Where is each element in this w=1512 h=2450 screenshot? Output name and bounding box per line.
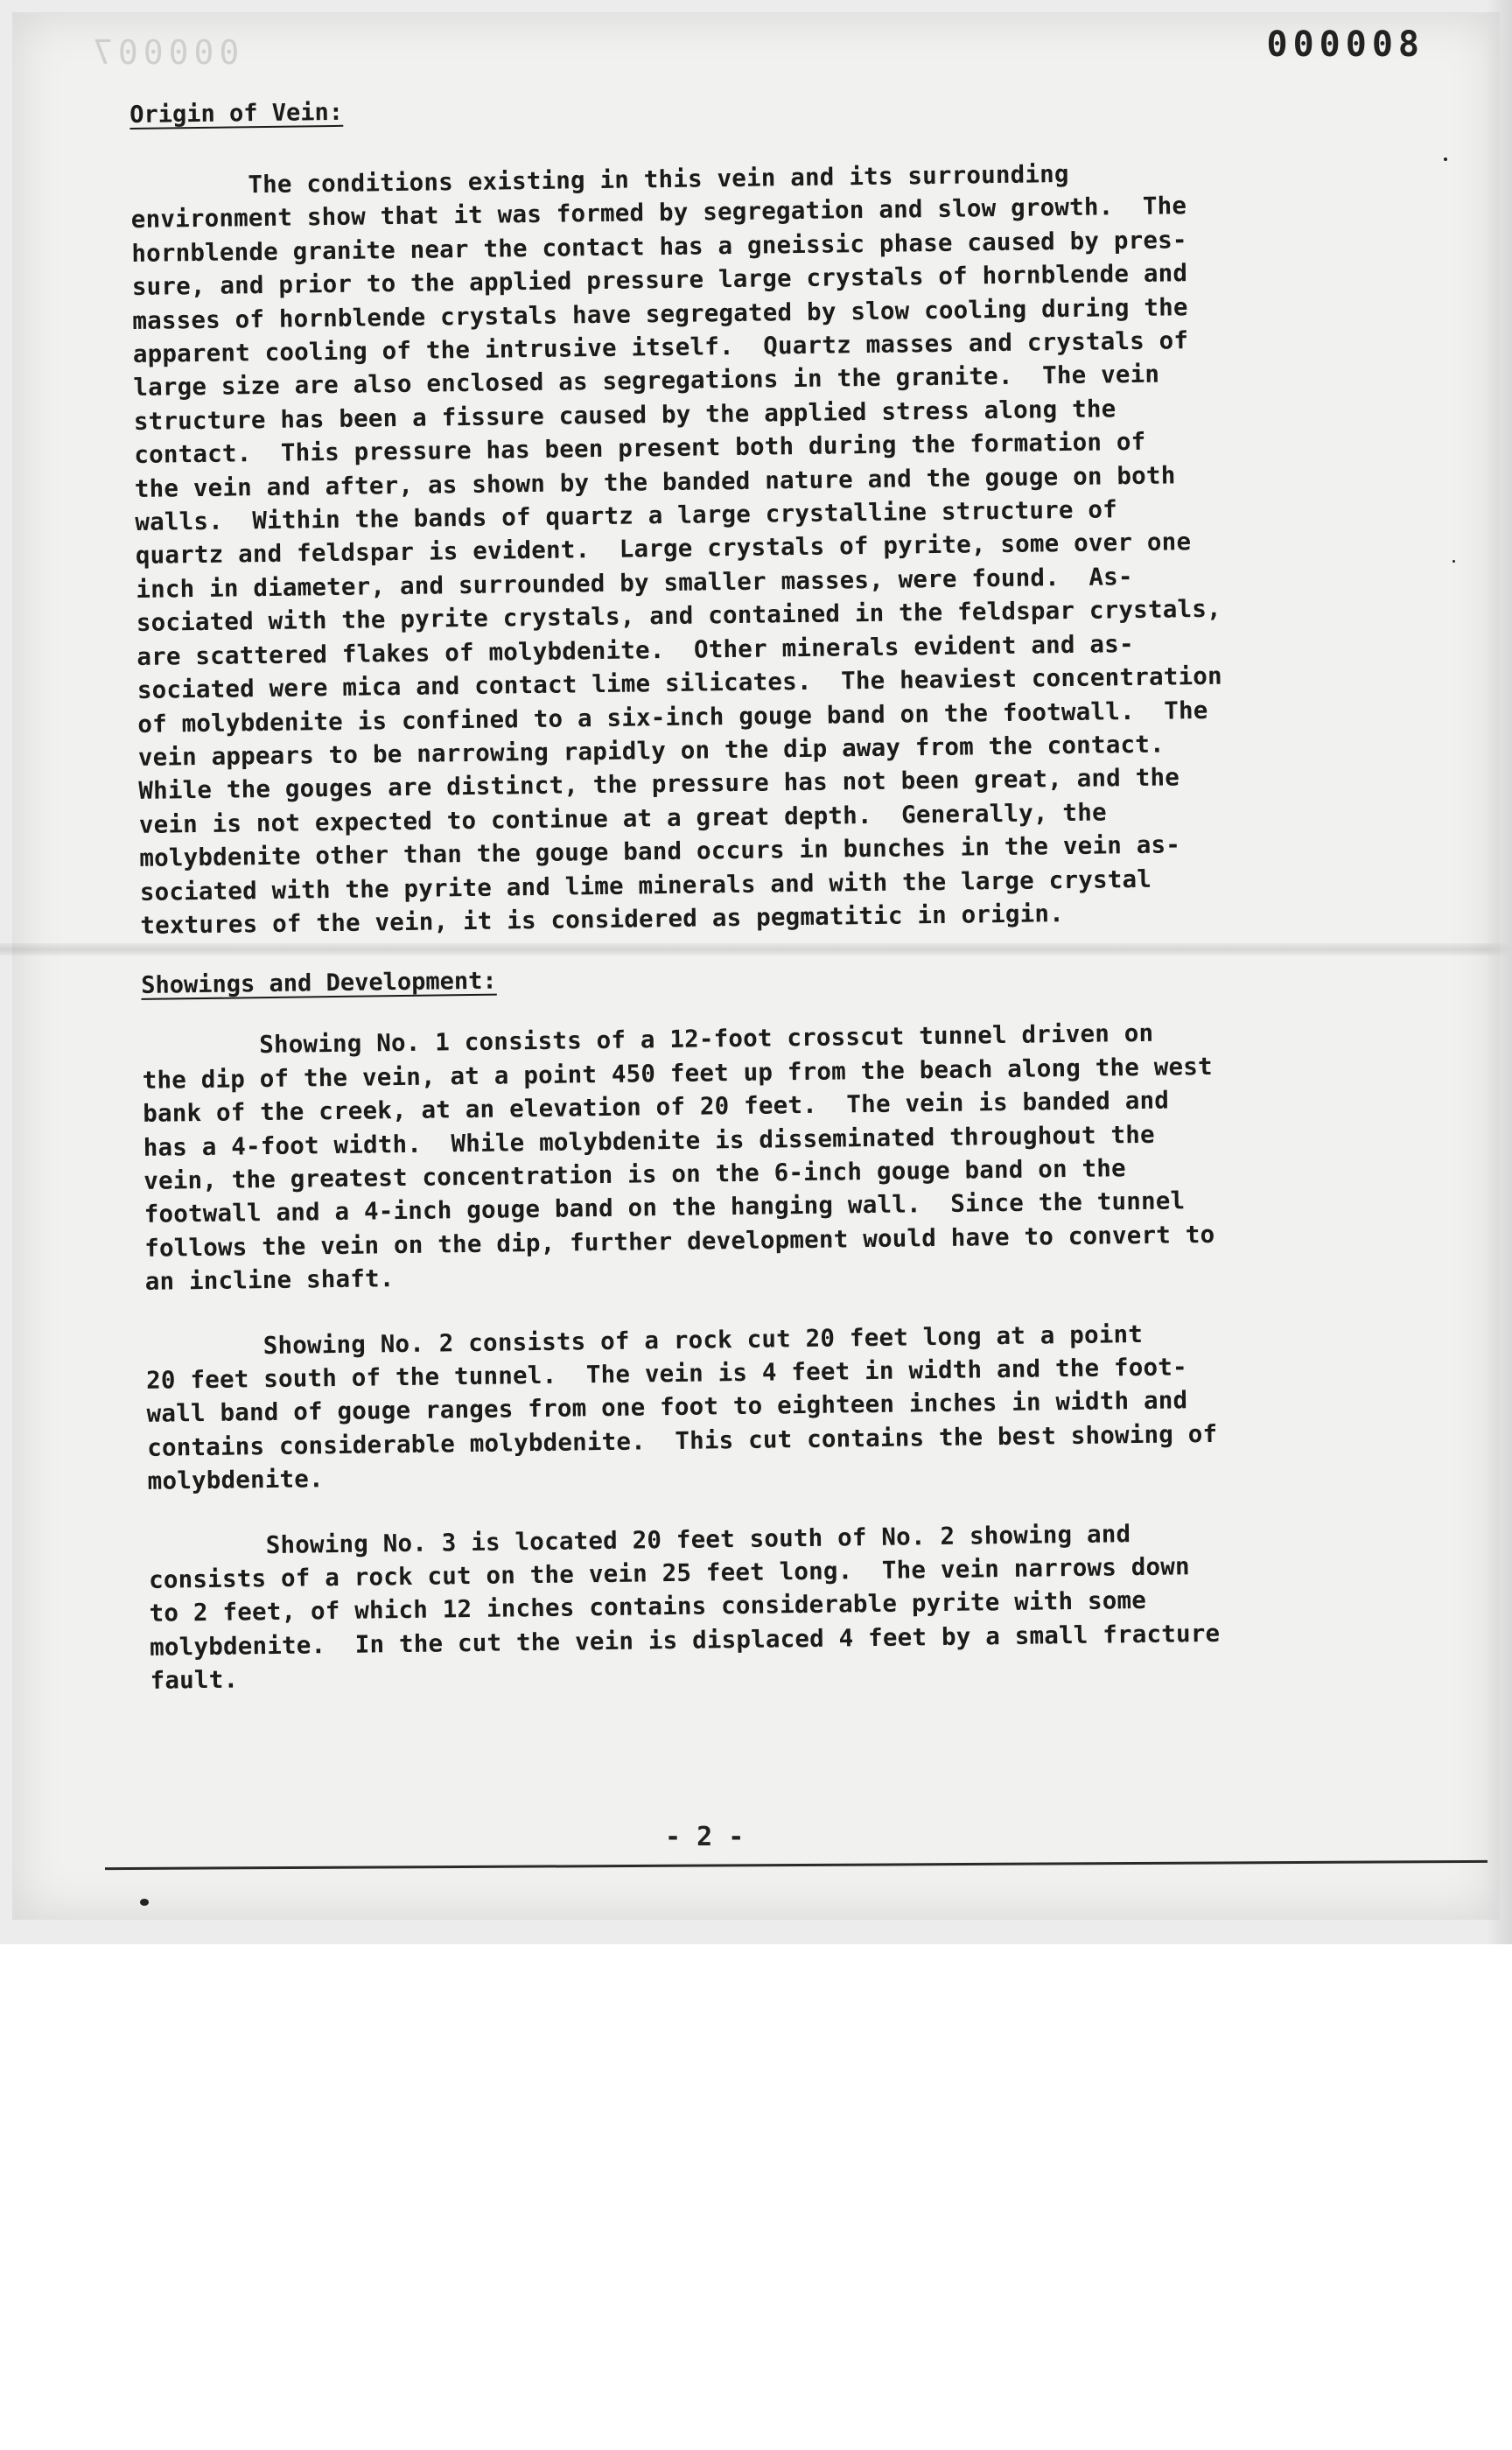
paragraph-origin-of-vein: The conditions existing in this vein and its surrounding environment show that it was formed by segregation and slow growth. The hornblende granite near the contact has a gneissic phase caused by pres- sure, and prior to the applied pressure large crystals of hornblende and masses of hornblende crystals have segregated by slow cooling during the apparent cooling of the intrusive itself. Quartz masses and crystals of large size are also enclosed as segregations in the granite. The vein structure has been a fissure caused by the applied stress along the contact. This pressure has been present both during the formation of the vein and after, as shown by the banded nature and the gouge on both walls. Within the bands of quartz a large crystalline structure of quartz and feldspar is evident. Large crystals of pyrite, some over one inch in diameter, and surrounded by smaller masses, were found. As- sociated with the pyrite crystals, and contained in the feldspar crystals, are scattered flakes of molybdenite. Other minerals evident and as- sociated were mica and contact lime silicates. The heaviest concentration of molybdenite is confined to a six-inch gouge band on the footwall. The vein appears to be narrowing rapidly on the dip away from the contact. While the gouges are distinct, the pressure has not been great, and the vein is not expected to continue at a great depth. Generally, the molybdenite other than the gouge band occurs in bunches in the vein as- sociated with the pyrite and lime minerals and with the large crystal textures of the vein, it is considered as pegmatitic in origin. xyxy=(130,159,1222,940)
paragraph-showing-no-2: Showing No. 2 consists of a rock cut 20 feet long at a point 20 feet south of the tunnel. The vein is 4 feet in width and the foot- wall band of gouge ranges from one foot to eighteen inches in width and contains considerable molybdenite. This cut contains the best showing of molybdenite. xyxy=(145,1320,1218,1496)
paragraph-showing-no-3: Showing No. 3 is located 20 feet south of No. 2 showing and consists of a rock cut on the vein 25 feet long. The vein narrows down to 2 feet, of which 12 inches contains considerable pyrite with some molybdenite. In the cut the vein is displaced 4 feet by a small fracture fault. xyxy=(148,1519,1221,1696)
paper-edge-shadow xyxy=(1486,0,1512,1944)
section-heading-showings-and-development: Showings and Development: xyxy=(141,967,497,1000)
ink-speck xyxy=(140,1899,149,1906)
page-number-footer: - 2 - xyxy=(665,1822,745,1852)
document-body xyxy=(130,82,1376,1698)
ink-speck xyxy=(1444,158,1447,161)
ink-speck xyxy=(1452,560,1455,563)
section-heading-origin-of-vein: Origin of Vein: xyxy=(130,98,344,129)
page-id-stamp: 000008 xyxy=(1266,24,1424,65)
paragraph-showing-no-1: Showing No. 1 consists of a 12-foot crosscut tunnel driven on the dip of the vein, at a point 450 feet up from the beach along the west bank of the creek, at an elevation of 20 feet. The vein is banded and has a 4-foot width. While molybdenite is disseminated throughout the vein, the greatest concentration is on the 6-inch gouge band on the footwall and a 4-inch gouge band on the hanging wall. Since the tunnel follows the vein on the dip, further development would have to convert to an incline shaft. xyxy=(141,1019,1215,1297)
bleed-through-stamp: 000007 xyxy=(88,33,240,72)
